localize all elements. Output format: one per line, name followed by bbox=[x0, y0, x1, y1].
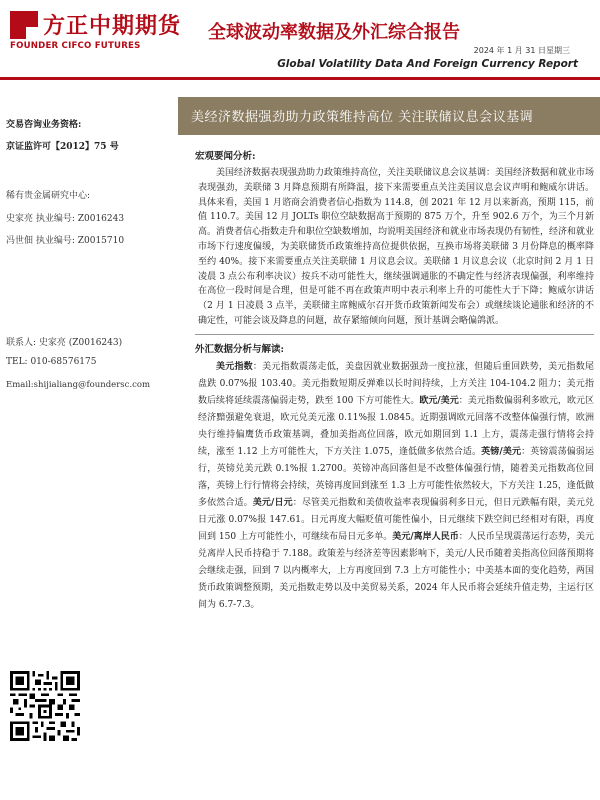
report-date: 2024 年 1 月 31 日星期三 bbox=[473, 46, 570, 55]
headline-text: 美经济数据强劲助力政策维持高位 关注联储议息会议基调 bbox=[191, 110, 534, 125]
analyst-1: 史家亮 执业编号: Z0016243 bbox=[6, 214, 125, 224]
header-divider bbox=[0, 77, 600, 80]
eur-label: 欧元/美元 bbox=[419, 395, 459, 406]
page-header bbox=[0, 0, 600, 78]
qr-code-icon bbox=[10, 671, 80, 741]
eur-text: ：美元指数偏弱利多欧元，欧元区经济黯强避免衰退，欧元兑美元涨 0.11%报 1.0845。近期强调欧元回落不改整体偏强行情，欧洲央行维持偏鹰货币政策基调，叠加美指高位回落，欧元如期回到 1.1 上方，震荡走强行情将会持续，涨至 1.12 上方可能性大，下方关注 1.075，逢低做多依然合适。 bbox=[198, 395, 594, 457]
section-divider bbox=[195, 334, 594, 335]
company-name-cn: 方正中期期货 bbox=[43, 14, 182, 39]
jpy-text: ：尽管美元指数和美债收益率表现偏弱利多日元，但日元跌幅有限，美元兑日元涨 0.07%报 147.61。日元再度大幅贬值可能性偏小，日元继续下跌空间已经相对有限，再度回到 150 上方可能性小，可继续布局日元多单。 bbox=[198, 497, 594, 542]
usd-text: ：美元指数震荡走低，美盘因就业数据强劲一度拉涨，但随后重回跌势，美元指数尾盘跌 0.07%报 103.40。美元指数短期反弹难以长时间持续，上方关注 104-104.2 阻力；美元指数后续将延续震荡偏弱走势，跌至 100 下方可能性大。 bbox=[198, 361, 594, 406]
report-title: 全球波动率数据及外汇综合报告 bbox=[208, 22, 460, 43]
cny-label: 美元/离岸人民币 bbox=[392, 531, 459, 542]
fx-section-title: 外汇数据分析与解读: bbox=[195, 343, 285, 355]
macro-paragraph: 美国经济数据表现强劲助力政策维持高位，关注美联储议息会议基调：美国经济数据和就业市场表现强劲，美联储 3 月降息预期有所降温，接下来需要重点关注美国议息会议声明和鲍威尔讲话。具体来看，美国 1 月谘商会消费者信心指数为 114.8，创 2021 年 12 月以来新高，预期 115，前值 110.7。美国 12 月 JOLTs 职位空缺数据高于预期的 875 万个，升至 902.6 万个，为三个月新高。消费者信心指数走升和职位空缺数增加，均说明美国经济和就业市场表现仍有韧性，经济和就业市场下行速度偏缓，为美联储货币政策维持高位提供依据，互换市场将美联储 3 月份降息的概率降至约 40%。接下来需要重点关注美联储 1 月议息会议。美联储 1 月议息会议（北京时间 2 月 1 日凌晨 3 点公布利率决议）按兵不动可能性大，继续强调通胀的不确定性与经济表现偏强，利率维持在高位一段时间是合理，但是可能不再在政策声明中表示利率上升的可能性大于下降；鲍威尔讲话（2 月 1 日凌晨 3 点半，美联储主席鲍威尔召开货币政策新闻发布会）或继续谈论通胀和经济的不确定性，可能会谈及降息的问题，故存紧缩倾向问题，预计基调会略偏鸽派。 bbox=[198, 168, 595, 326]
cny-text: ：人民币呈现震荡运行态势，美元兑离岸人民币持稳于 7.188。政策差与经济差等因素影响下，美元/人民币随着美指高位回落预期将会继续走强，回到 7 以内概率大，上方再度回到 7.3 上方可能性小；中美基本面的变化趋势，两国货币政策调整预期，美元指数走势以及中美贸易关系，2024 年人民币将会延续升值走势，主运行区间为 6.7-7.3。 bbox=[198, 531, 594, 610]
fx-paragraph bbox=[198, 359, 594, 614]
gbp-label: 英镑/美元 bbox=[481, 446, 522, 457]
macro-section-title: 宏观要闻分析: bbox=[195, 151, 256, 162]
contact-person: 联系人: 史家亮 (Z0016243) bbox=[6, 338, 123, 348]
company-name-en: FOUNDER CIFCO FUTURES bbox=[10, 41, 141, 51]
main-content bbox=[195, 148, 595, 614]
qualification-label: 交易咨询业务资格: bbox=[6, 120, 82, 130]
analyst-2: 冯世佃 执业编号: Z0015710 bbox=[6, 236, 125, 246]
qualification-value: 京证监许可【2012】75 号 bbox=[6, 142, 119, 152]
contact-email[interactable]: Email:shijialiang@foundersc.com bbox=[6, 380, 151, 390]
company-logo-icon bbox=[10, 11, 38, 39]
headline-banner bbox=[178, 97, 600, 135]
research-center: 稀有贵金属研究中心: bbox=[6, 191, 91, 201]
gbp-text: ：英镑震荡偏弱运行，英镑兑美元跌 0.1%报 1.2700。英镑冲高回落但是不改整体偏强行情，随着美元指数高位回落，英镑上行行情将会持续，英镑再度回到涨至 1.3 上方可能性依然较大，下方关注 1.25，逢低做多依然合适。 bbox=[198, 446, 594, 508]
contact-tel: TEL: 010-68576175 bbox=[6, 357, 97, 367]
report-title-en: Global Volatility Data And Foreign Currency Report bbox=[277, 58, 578, 70]
usd-label: 美元指数 bbox=[216, 361, 253, 372]
jpy-label: 美元/日元 bbox=[252, 497, 293, 508]
